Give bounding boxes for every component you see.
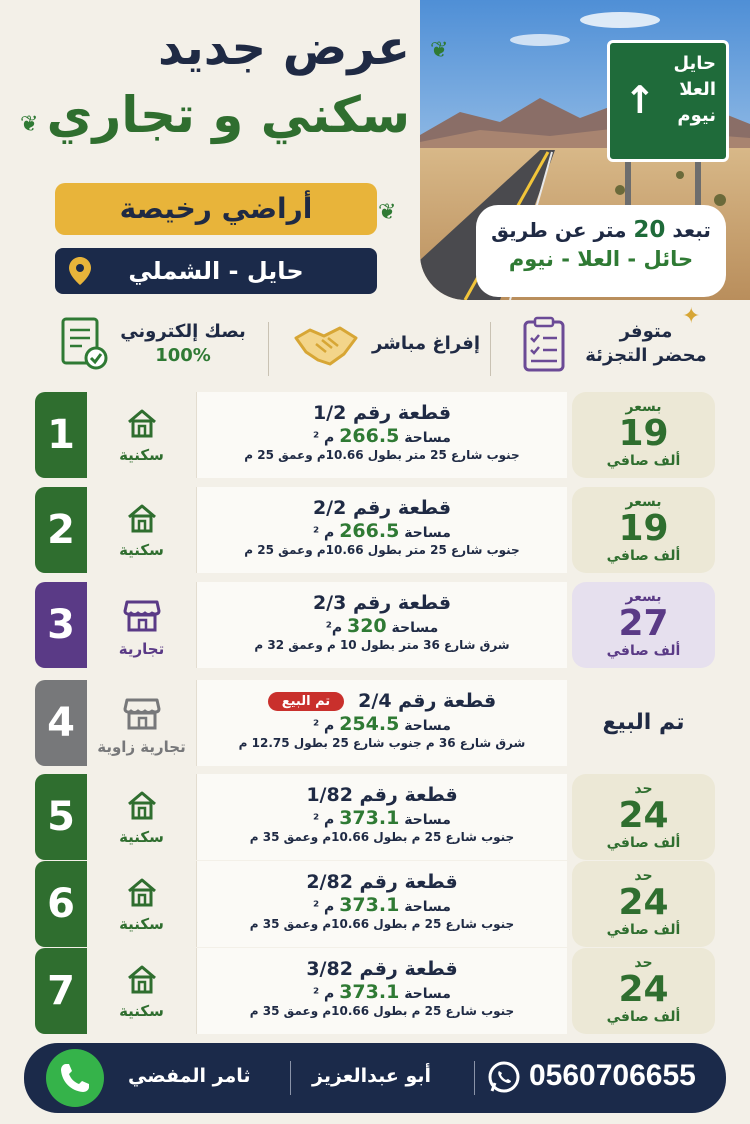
distance-route: حائل - العلا - نيوم <box>508 247 694 271</box>
plot-title: قطعة رقم 3/82 <box>306 958 458 980</box>
plot-area: مساحة 320 م² <box>325 615 439 637</box>
house-icon <box>125 788 159 822</box>
plot-area: مساحة 373.1 م ² <box>313 981 451 1003</box>
plot-dimensions: جنوب شارع 25 متر بطول 10.66م وعمق 25 م <box>244 543 520 557</box>
price-prefix: حد <box>634 955 653 971</box>
plot-area-value: 373.1 <box>339 807 400 829</box>
plot-area-value: 254.5 <box>339 713 400 735</box>
plot-info <box>197 774 567 860</box>
e-deed-icon <box>60 316 108 372</box>
plot-title: قطعة رقم 2/4 <box>358 690 497 712</box>
house-icon <box>125 406 159 440</box>
plot-type <box>87 487 197 573</box>
phone-number[interactable]: 0560706655 <box>529 1059 696 1092</box>
plot-dimensions: جنوب شارع 25 متر بطول 10.66م وعمق 25 م <box>244 448 520 462</box>
contact-name-1: أبو عبدالعزيز <box>312 1065 432 1087</box>
distance-meters: 20 <box>633 217 666 243</box>
feature-subdivision-line1: متوفر <box>619 321 673 342</box>
plot-area-value: 266.5 <box>339 520 400 542</box>
plot-title-line <box>197 958 567 980</box>
price-prefix: بسعر <box>625 589 662 605</box>
plot-title-line <box>197 592 567 614</box>
plot-area-value: 320 <box>346 615 387 637</box>
contact-name-2: ثامر المفضي <box>128 1065 251 1087</box>
sign-line-3: نيوم <box>677 105 716 127</box>
plot-number: 7 <box>35 948 87 1034</box>
price-unit: ألف صافي <box>606 922 681 938</box>
price-value: 24 <box>618 795 669 836</box>
features-bar <box>40 304 720 386</box>
plot-area-unit: م ² <box>313 718 335 734</box>
sign-line-1: حايل <box>673 53 716 74</box>
price-cell <box>572 948 715 1034</box>
feature-e-deed <box>40 310 260 386</box>
price-cell <box>572 392 715 478</box>
road-sign <box>607 40 729 162</box>
plot-info <box>197 680 567 766</box>
plot-title-line <box>197 871 567 893</box>
plot-info <box>197 487 567 573</box>
plot-area-unit: م ² <box>313 430 335 446</box>
leaf-icon: ❦ <box>378 200 397 225</box>
plot-row <box>35 861 715 947</box>
price-cell <box>572 582 715 668</box>
plot-info <box>197 861 567 947</box>
plot-type <box>87 680 197 766</box>
cheap-land-badge: أراضي رخيصة <box>55 183 377 235</box>
price-unit: ألف صافي <box>606 453 681 469</box>
price-prefix: حد <box>634 868 653 884</box>
feature-direct-transfer <box>280 310 490 386</box>
price-cell <box>572 487 715 573</box>
plot-area-unit: م ² <box>313 812 335 828</box>
plot-row <box>35 680 715 766</box>
plot-number: 5 <box>35 774 87 860</box>
divider <box>474 1061 475 1095</box>
plot-type-label: سكنية <box>119 1002 164 1020</box>
plot-type <box>87 774 197 860</box>
plot-area: مساحة 266.5 م ² <box>313 425 451 447</box>
plot-title: قطعة رقم 2/3 <box>312 592 452 614</box>
price-cell <box>572 774 715 860</box>
plot-dimensions: جنوب شارع 25 م بطول 10.66م وعمق 35 م <box>249 830 515 844</box>
plot-row <box>35 487 715 573</box>
divider <box>268 322 269 376</box>
location-text: حايل - الشملي <box>128 257 304 285</box>
plot-type-label: سكنية <box>119 446 164 464</box>
price-cell <box>572 680 715 766</box>
plot-info <box>197 948 567 1034</box>
plot-info <box>197 582 567 668</box>
plot-row <box>35 774 715 860</box>
plot-area-unit: م² <box>325 620 343 636</box>
plot-type-label: تجارية <box>118 640 165 658</box>
plot-area-value: 373.1 <box>339 894 400 916</box>
plot-type-label: سكنية <box>119 915 164 933</box>
distance-line: تبعد 20 متر عن طريق <box>491 217 711 243</box>
plot-row <box>35 582 715 668</box>
plot-title: قطعة رقم 2/2 <box>312 497 452 519</box>
plot-area-unit: م ² <box>313 525 335 541</box>
phone-icon <box>46 1049 104 1107</box>
price-prefix: بسعر <box>625 399 662 415</box>
whatsapp-icon <box>487 1060 521 1094</box>
divider <box>490 322 491 376</box>
price-value: 24 <box>618 882 669 923</box>
plot-title-line <box>197 402 567 424</box>
price-prefix: حد <box>634 781 653 797</box>
shop-icon <box>123 596 161 634</box>
location-badge <box>55 248 377 294</box>
plot-title: قطعة رقم 2/82 <box>306 871 458 893</box>
plot-type <box>87 582 197 668</box>
price-unit: ألف صافي <box>606 548 681 564</box>
handshake-icon <box>294 320 358 372</box>
plot-area: مساحة 373.1 م ² <box>313 807 451 829</box>
plot-number: 6 <box>35 861 87 947</box>
plot-number: 3 <box>35 582 87 668</box>
price-cell <box>572 861 715 947</box>
divider <box>290 1061 291 1095</box>
plot-type-label: تجارية زاوية <box>97 738 186 756</box>
plot-number: 1 <box>35 392 87 478</box>
plot-area: مساحة 254.5 م ² <box>313 713 451 735</box>
plot-dimensions: جنوب شارع 25 م بطول 10.66م وعمق 35 م <box>249 917 515 931</box>
sparkle-icon: ✦ <box>682 304 701 329</box>
plot-area-value: 373.1 <box>339 981 400 1003</box>
price-prefix: بسعر <box>625 494 662 510</box>
leaf-icon: ❦ <box>20 112 39 137</box>
price-value: 19 <box>618 508 669 549</box>
house-icon <box>125 501 159 535</box>
plot-type-label: سكنية <box>119 828 164 846</box>
plot-number: 2 <box>35 487 87 573</box>
plot-dimensions: شرق شارع 36 متر بطول 10 م وعمق 32 م <box>254 638 510 652</box>
house-icon <box>125 962 159 996</box>
plot-title: قطعة رقم 1/82 <box>306 784 458 806</box>
plot-area: مساحة 266.5 م ² <box>313 520 451 542</box>
sold-badge: تم البيع <box>268 692 344 711</box>
house-icon <box>125 875 159 909</box>
checklist-icon <box>522 316 568 374</box>
plot-title-line <box>197 690 567 712</box>
price-unit: ألف صافي <box>606 835 681 851</box>
sign-line-2: العلا <box>679 79 716 101</box>
location-pin-icon <box>69 257 91 285</box>
arrow-up-icon: ↑ <box>624 78 656 122</box>
plot-dimensions: جنوب شارع 25 م بطول 10.66م وعمق 35 م <box>249 1004 515 1018</box>
distance-card <box>476 205 726 297</box>
price-value: 27 <box>618 603 669 644</box>
price-unit: ألف صافي <box>606 643 681 659</box>
title-line-2: سكني و تجاري <box>46 86 410 144</box>
feature-subdivision <box>510 304 720 386</box>
feature-direct-transfer-label: إفراغ مباشر <box>371 333 481 354</box>
shop-icon <box>123 694 161 732</box>
price-value: 24 <box>618 969 669 1010</box>
plot-number: 4 <box>35 680 87 766</box>
plot-area-unit: م ² <box>313 899 335 915</box>
feature-subdivision-line2: محضر التجزئة <box>585 345 707 367</box>
price-value: 19 <box>618 413 669 454</box>
plot-type <box>87 948 197 1034</box>
leaf-icon: ❦ <box>430 38 449 63</box>
feature-e-deed-line1: بصك إلكتروني <box>120 321 246 342</box>
plot-area: مساحة 373.1 م ² <box>313 894 451 916</box>
plot-area-value: 266.5 <box>339 425 400 447</box>
plot-row <box>35 392 715 478</box>
plot-dimensions: شرق شارع 36 م جنوب شارع 25 بطول 12.75 م <box>238 736 526 750</box>
plot-type <box>87 392 197 478</box>
sold-label: تم البيع <box>602 710 685 735</box>
contact-footer <box>24 1043 726 1113</box>
title-line-1: عرض جديد <box>158 20 410 76</box>
plot-info <box>197 392 567 478</box>
plot-row <box>35 948 715 1034</box>
plot-title: قطعة رقم 1/2 <box>312 402 452 424</box>
plot-type <box>87 861 197 947</box>
plot-title-line <box>197 784 567 806</box>
plot-type-label: سكنية <box>119 541 164 559</box>
feature-e-deed-line2: 100% <box>155 345 211 367</box>
price-unit: ألف صافي <box>606 1009 681 1025</box>
plot-area-unit: م ² <box>313 986 335 1002</box>
phone-call-button[interactable] <box>46 1049 104 1107</box>
plot-title-line <box>197 497 567 519</box>
